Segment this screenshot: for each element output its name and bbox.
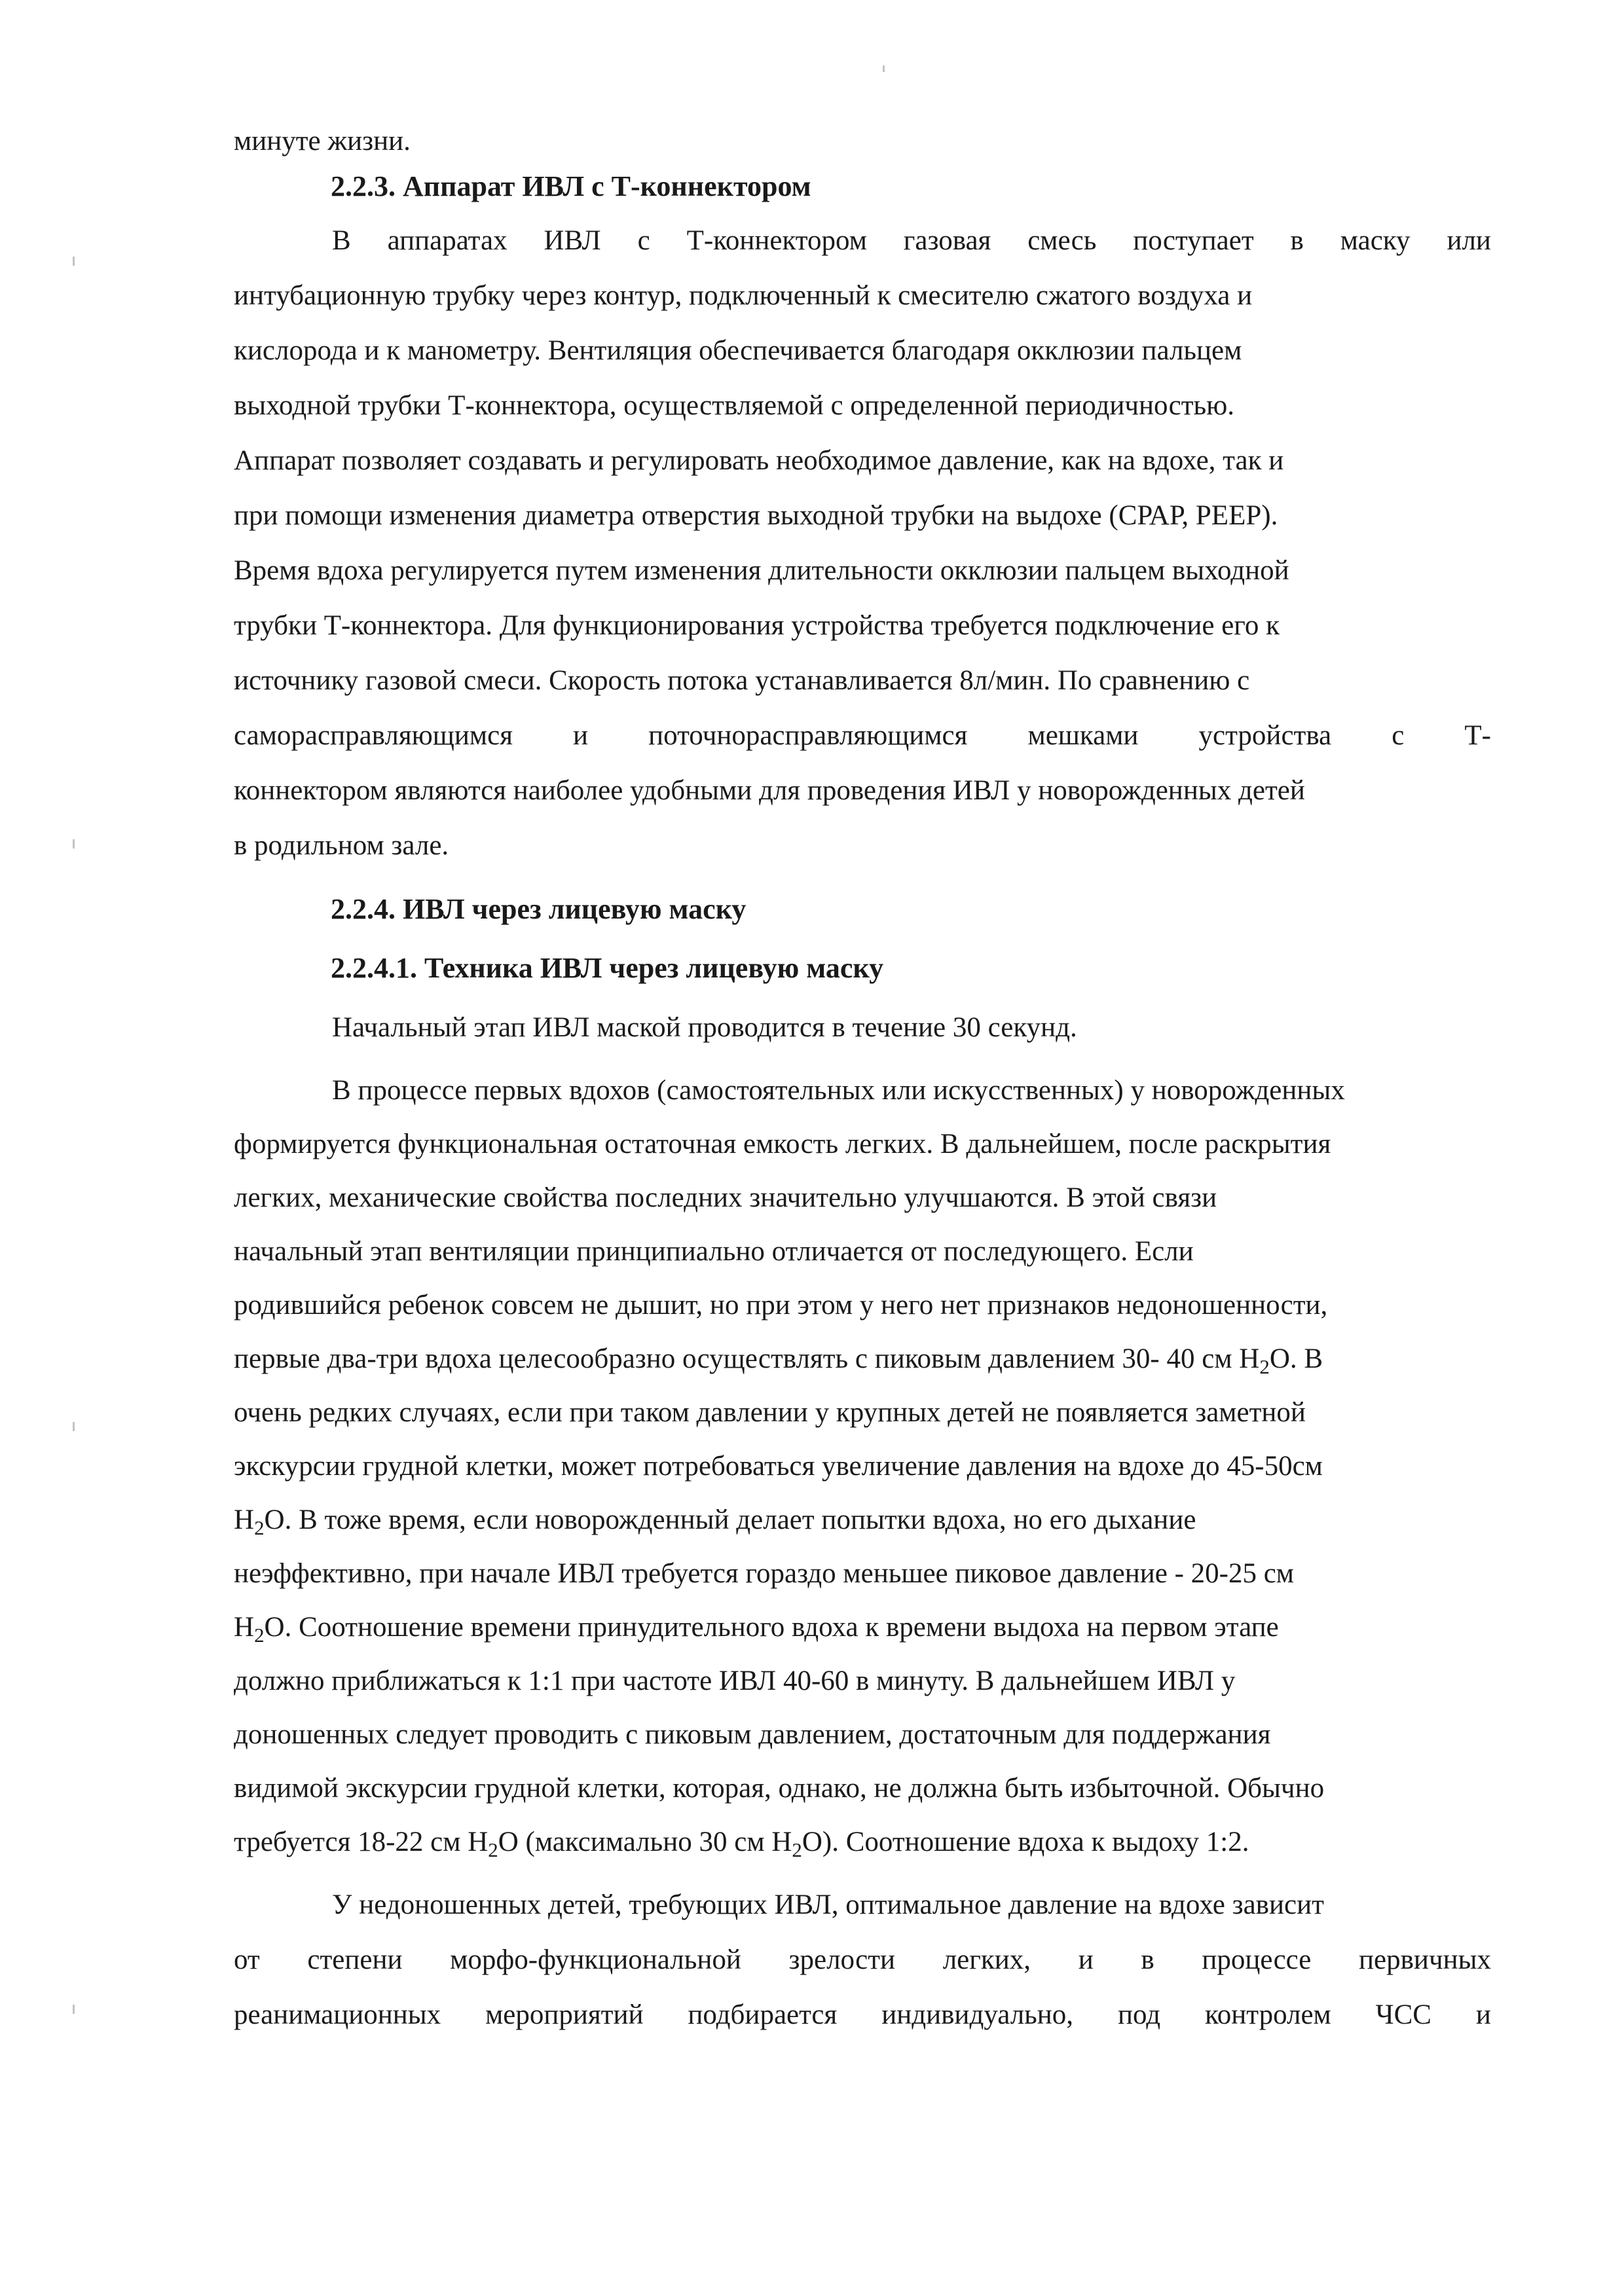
text-line: формируется функциональная остаточная емкость легких. В дальнейшем, после раскрытия [234, 1129, 1331, 1159]
text-line: экскурсии грудной клетки, может потребоваться увеличение давления на вдохе до 45-50см [234, 1451, 1323, 1482]
text-line: интубационную трубку через контур, подключенный к смесителю сжатого воздуха и [234, 280, 1253, 311]
word: и [573, 720, 589, 751]
word: ИВЛ [544, 225, 601, 256]
word: мероприятий [485, 1999, 644, 2030]
section-heading-2-2-3: 2.2.3. Аппарат ИВЛ с Т-коннектором [331, 170, 811, 202]
scan-mark [73, 257, 75, 266]
text-line: В процессе первых вдохов (самостоятельных или искусственных) у новорожденных [332, 1075, 1345, 1106]
word: с [1392, 720, 1405, 751]
word: процессе [1202, 1944, 1312, 1975]
text-line: первые два-три вдоха целесообразно осуществлять с пиковым давлением 30- 40 см $H_2O$. В [234, 1343, 1323, 1378]
paragraph-mask-ventilation [234, 1072, 1491, 1887]
text-line: родившийся ребенок совсем не дышит, но при этом у него нет признаков недоношенности, [234, 1290, 1328, 1321]
text-line [234, 223, 1491, 278]
word: или [1447, 225, 1491, 256]
text-line [234, 1942, 1491, 1997]
word: подбирается [688, 1999, 838, 2030]
scan-mark [883, 65, 885, 72]
word: маску [1340, 225, 1411, 256]
section-heading-2-2-4: 2.2.4. ИВЛ через лицевую маску [331, 893, 747, 925]
scan-mark [73, 839, 75, 848]
word: в [1141, 1944, 1154, 1975]
word: первичных [1359, 1944, 1491, 1975]
text-line: выходной трубки Т-коннектора, осуществляемой с определенной периодичностью. [234, 390, 1234, 421]
section-heading-2-2-4-1: 2.2.4.1. Техника ИВЛ через лицевую маску [331, 952, 884, 984]
word: морфо-функциональной [450, 1944, 741, 1975]
text-line: при помощи изменения диаметра отверстия выходной трубки на выдохе (СРАР, РЕЕР). [234, 500, 1278, 531]
word: устройства [1198, 720, 1332, 751]
text-line [234, 1997, 1491, 2052]
text-line: $H_2O$. Соотношение времени принудительного вдоха к времени выдоха на первом этапе [234, 1612, 1279, 1647]
text-line: легких, механические свойства последних значительно улучшаются. В этой связи [234, 1182, 1217, 1213]
text-line: минуте жизни. [234, 126, 411, 156]
text-line: кислорода и к манометру. Вентиляция обеспечивается благодаря окклюзии пальцем [234, 335, 1242, 366]
word: контролем [1205, 1999, 1331, 2030]
word: легких, [942, 1944, 1031, 1975]
word: смесь [1027, 225, 1097, 256]
word: ЧСС [1375, 1999, 1431, 2030]
word: В [332, 225, 351, 256]
word: Т- [1464, 720, 1491, 751]
word: от [234, 1944, 260, 1975]
text-line: источнику газовой смеси. Скорость потока устанавливается 8л/мин. По сравнению с [234, 665, 1250, 696]
word: мешками [1027, 720, 1139, 751]
word: индивидуально, [881, 1999, 1074, 2030]
paragraph-preterm [234, 1887, 1491, 2052]
word: степени [307, 1944, 403, 1975]
text-line: должно приближаться к 1:1 при частоте ИВЛ 40-60 в минуту. В дальнейшем ИВЛ у [234, 1666, 1236, 1696]
word: поступает [1133, 225, 1254, 256]
text-line: $H_2O$. В тоже время, если новорожденный делает попытки вдоха, но его дыхание [234, 1504, 1196, 1539]
word: Т-коннектором [686, 225, 867, 256]
word: самораcправляющимся [234, 720, 513, 751]
text-line: в родильном зале. [234, 830, 449, 861]
text-line: Начальный этап ИВЛ маской проводится в течение 30 секунд. [332, 1012, 1077, 1043]
word: реанимационных [234, 1999, 441, 2030]
text-line: коннектором являются наиболее удобными для проведения ИВЛ у новорожденных детей [234, 775, 1305, 806]
text-line: трубки Т-коннектора. Для функционирования устройства требуется подключение его к [234, 610, 1280, 641]
word: в [1290, 225, 1304, 256]
text-line: неэффективно, при начале ИВЛ требуется гораздо меньшее пиковое давление - 20-25 см [234, 1558, 1295, 1589]
word: поточнорасправляющимся [648, 720, 968, 751]
text-line: начальный этап вентиляции принципиально отличается от последующего. Если [234, 1236, 1194, 1267]
paragraph-t-connector [234, 223, 1491, 890]
text-line: Аппарат позволяет создавать и регулировать необходимое давление, как на вдохе, так и [234, 445, 1284, 476]
text-line: видимой экскурсии грудной клетки, которая, однако, не должна быть избыточной. Обычно [234, 1773, 1325, 1804]
text-line: доношенных следует проводить с пиковым давлением, достаточным для поддержания [234, 1719, 1271, 1750]
word: аппаратах [387, 225, 507, 256]
word: и [1475, 1999, 1491, 2030]
text-line: очень редких случаях, если при таком давлении у крупных детей не появляется заметной [234, 1397, 1306, 1428]
text-line [234, 718, 1491, 773]
scan-mark [73, 2005, 75, 2014]
word: зрелости [788, 1944, 896, 1975]
scan-mark [73, 1422, 75, 1431]
text-line: Время вдоха регулируется путем изменения длительности окклюзии пальцем выходной [234, 555, 1289, 586]
document-body [234, 123, 1491, 2052]
word: газовая [903, 225, 991, 256]
text-line: У недоношенных детей, требующих ИВЛ, оптимальное давление на вдохе зависит [332, 1889, 1324, 1920]
word: и [1078, 1944, 1094, 1975]
word: с [637, 225, 650, 256]
text-line: требуется 18-22 см $H_2O$ (максимально 30 см $H_2O$). Соотношение вдоха к выдоху 1:2. [234, 1827, 1249, 1861]
word: под [1117, 1999, 1161, 2030]
